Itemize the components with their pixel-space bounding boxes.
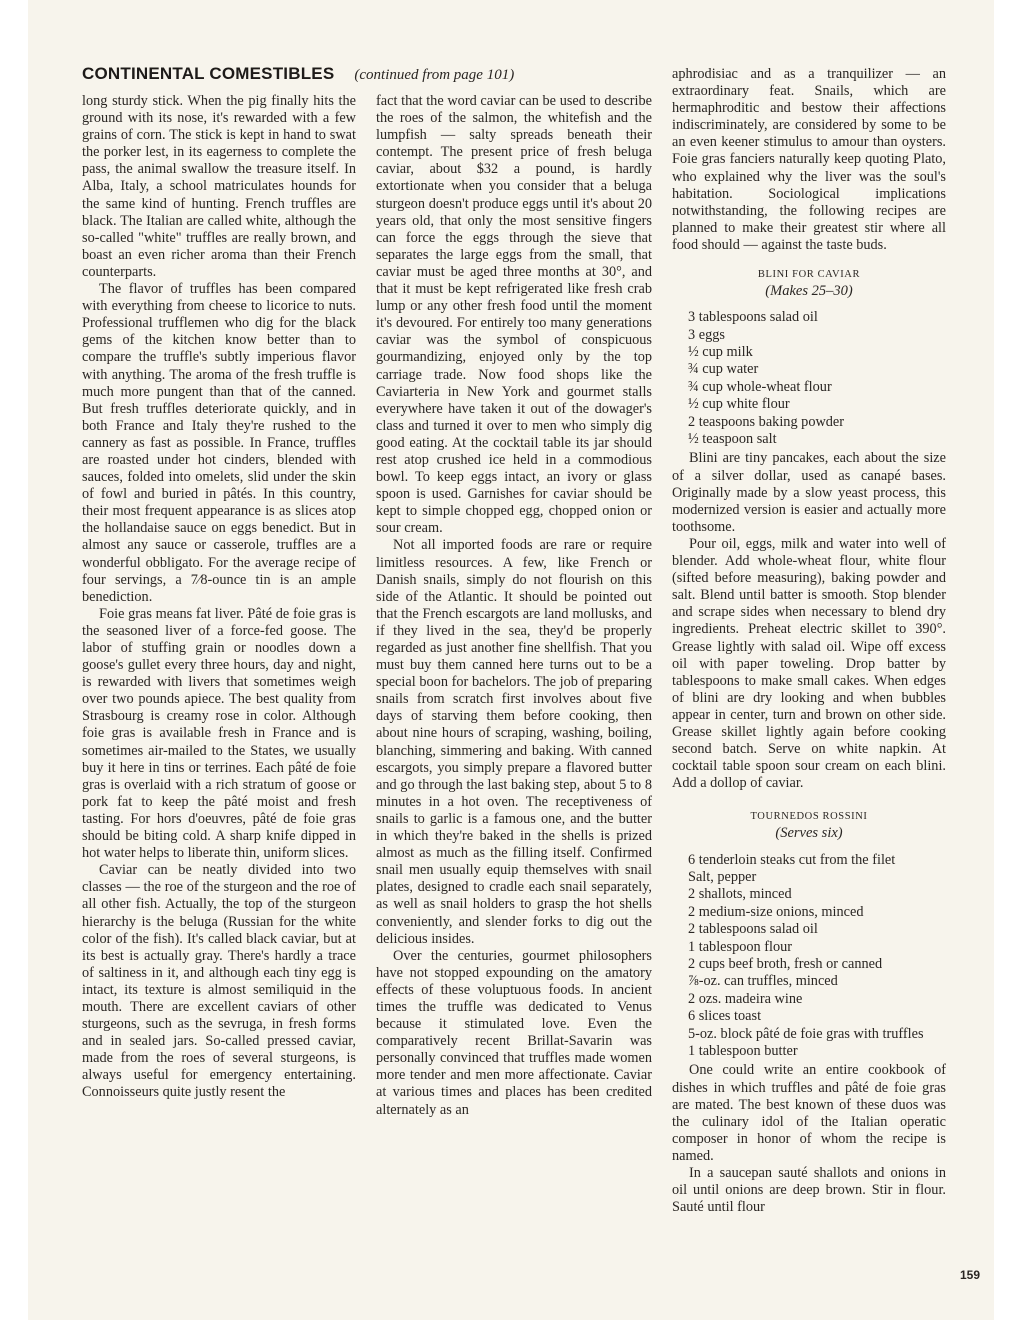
- ingredient-item: ½ cup white flour: [688, 396, 790, 413]
- ingredient-item: 6 tenderloin steaks cut from the filet: [688, 851, 896, 868]
- ingredient-item: 2 medium-size onions, minced: [688, 903, 864, 920]
- paragraph: Foie gras means fat liver. Pâté de foie gras is the seasoned liver of a force-fed goose. The labor of stuffing grain or noodles down a goose's gullet every three hours, day and night, is rewarded with livers that sometimes weigh over two pounds apiece. The best quality from Strasbourg is creamy rose in color. Although foie gras is available fresh in France and is sometimes air-mailed to the States, we usually buy it here in tins or terrines. Each pâté de foie gras is overlaid with a rich stratum of goose or pork fat to keep the pâté moist and fresh tasting. For hors d'oeuvres, pâté de foie gras should be biting cold. A sharp knife dipped in hot water helps to liberate thin, uniform slices.: [82, 605, 356, 862]
- paragraph: Blini are tiny pancakes, each about the size of a silver dollar, used as canapé bases. Originally made by a slow yeast process, this modernized version is easier and actually more toothsome.: [672, 450, 946, 535]
- ingredient-item: 2 shallots, minced: [688, 886, 792, 903]
- article-title: CONTINENTAL COMESTIBLES: [82, 64, 335, 83]
- ingredient-item: 1 tablespoon butter: [688, 1043, 798, 1059]
- paragraph: fact that the word caviar can be used to describe the roes of the salmon, the whitefish and the lumpfish — salty spreads beneath their contempt. The present price of fresh beluga caviar, about $32 a pound, is hardly extortionate when you consider that a beluga sturgeon doesn't produce eggs until it's about 20 years old, that only the most sensitive fingers can force the eggs through the sieve that separates the large eggs from the small, that caviar must be aged three months at 30°, and that it must be kept refrigerated like fresh crab lump or any other fresh food until the moment it's devoured. For entirely too many generations caviar was the symbol of conspicuous gourmandizing, enjoyed only by the top carriage trade. Now food shops like the Caviarteria in New York and gourmet stalls everywhere have taken it out of the dowager's class and turned it over to men who simply dig good eating. At the cocktail table its jar should rest atop crushed ice held in a commodious bowl. To keep eggs intact, an ivory or glass spoon is used. Garnishes for caviar should be kept to simple chopped egg, chopped onion or sour cream.: [376, 93, 652, 537]
- text-column-3: [672, 66, 946, 1216]
- ingredient-item: 3 eggs: [688, 326, 725, 343]
- ingredient-item: Salt, pepper: [688, 868, 757, 885]
- recipe-title-blini: BLINI FOR CAVIAR: [757, 269, 861, 281]
- ingredient-item: ⅞-oz. can truffles, minced: [688, 973, 838, 990]
- continued-note: (continued from page 101): [354, 67, 515, 83]
- recipe-method-blini: [672, 450, 946, 792]
- paragraph: The flavor of truffles has been compared with everything from cheese to licorice to nuts. Professional trufflemen who dig for the black gems of the kitchen know better than to compare the truffle's subtly imperious flavor with anything. The aroma of the fresh truffle is much more pungent than that of the canned. But fresh truffles deteriorate quickly, and in both France and Italy they're rushed to the cannery as fast as possible. In France, truffles are roasted under hot cinders, blended with sauces, folded into omelets, slid under the skin of fowl and buried in pâtés. In this country, their most frequent appearance is as slices atop the hollandaise sauce on eggs benedict. But in almost any sauce or casserole, truffles are a wonderful obbligato. For the average recipe of four servings, a 7⁄8-ounce tin is an ample benediction.: [82, 281, 356, 605]
- ingredient-item: 6 slices toast: [688, 1008, 762, 1025]
- ingredient-item: ½ teaspoon salt: [688, 431, 777, 448]
- ingredient-item: 2 tablespoons salad oil: [688, 921, 818, 938]
- paragraph: Pour oil, eggs, milk and water into well of blender. Add whole-wheat flour, white flour (sifted before measuring), baking powder and salt. Blend until batter is smooth. Stop blender and scrape sides when necessary to blend dry ingredients. Preheat electric skillet to 390°. Grease lightly with salad oil. Wipe off excess oil with paper toweling. Drop batter by tablespoons to make small cakes. When edges of blini are dry looking and when bubbles appear in center, turn and brown on other side. Grease skillet lightly again before cooking second batch. Serve on white napkin. At cocktail table spoon sour cream on each blini. Add a dollop of caviar.: [672, 535, 946, 792]
- ingredient-item: 2 ozs. madeira wine: [688, 990, 803, 1007]
- ingredient-item: 3 tablespoons salad oil: [688, 309, 818, 326]
- paragraph: Caviar can be neatly divided into two classes — the roe of the sturgeon and the roe of all other fish. Actually, the top of the sturgeon hierarchy is the beluga (Russian for the white color of the fish). It's called black caviar, but at its best is actually gray. There's hardly a trace of saltiness in it, and although each tiny egg is intact, its texture is almost semiliquid in the mouth. There are excellent caviars of other sturgeons, such as the sevruga, in fresh forms and in sealed jars. So-called pressed caviar, made from the roes of several sturgeons, is always useful for emergency entertaining. Connoisseurs quite justly resent the: [82, 862, 356, 1101]
- ingredient-item: 5-oz. block pâté de foie gras with truffles: [688, 1025, 924, 1042]
- ingredient-item: ¾ cup whole-wheat flour: [688, 378, 832, 395]
- ingredient-item: 2 cups beef broth, fresh or canned: [688, 955, 883, 972]
- recipe-title-tournedos: TOURNEDOS ROSSINI: [750, 811, 868, 823]
- paragraph: Not all imported foods are rare or require limitless resources. A few, like French or Danish snails, simply do not flourish on this side of the Atlantic. It should be pointed out that the French escargots are land mollusks, and if they lived in the sea, they'd be properly regarded as just another fine shellfish. That you must buy them canned here turns out to be a special boon for bachelors. The job of preparing snails from scratch first involves about five days of starving them before cooking, then about nine hours of scraping, washing, boiling, blanching, simmering and baking. With canned escargots, you simply prepare a flavored butter and go through the last baking step, about 5 to 8 minutes in a hot oven. The receptiveness of snails to garlic is a famous one, and the butter in which they're baked in the shells is prized almost as much as the filling itself. Confirmed snail men usually equip themselves with snail plates, designed to cradle each snail separately, as well as snail holders to grasp the hot shells conveniently, and slender forks to dig out the delicious insides.: [376, 537, 652, 947]
- ingredient-item: ¾ cup water: [688, 361, 759, 378]
- ingredient-item: 1 tablespoon flour: [688, 938, 793, 955]
- article-header: [82, 64, 652, 88]
- paragraph: In a saucepan sauté shallots and onions in oil until onions are deep brown. Stir in flour. Sauté until flour: [672, 1164, 946, 1216]
- ingredient-list-tournedos: [672, 852, 946, 1061]
- ingredient-list-blini: [672, 309, 946, 448]
- text-column-2: [376, 93, 652, 1119]
- recipe-method-tournedos: [672, 1062, 946, 1216]
- recipe-yield-tournedos: (Serves six): [775, 825, 843, 842]
- ingredient-item: ½ cup milk: [688, 344, 753, 361]
- column3-intro: aphrodisiac and as a tranquilizer — an extraordinary feat. Snails, which are hermaphroditic and bestow their affections indiscriminately, are considered by some to be an even keener stimulus to amour than oysters. Foie gras fanciers naturally keep quoting Plato, who explained why the liver was the soul's habitation. Sociological implications notwithstanding, the following recipes are planned to make their greatest stir where all food should — against the taste buds.: [672, 66, 946, 253]
- text-column-1: [82, 93, 356, 1102]
- ingredient-item: 2 teaspoons baking powder: [688, 413, 845, 430]
- recipe-yield-blini: (Makes 25–30): [765, 283, 853, 300]
- page-number: 159: [960, 1268, 981, 1282]
- paragraph: One could write an entire cookbook of dishes in which truffles and pâté de foie gras are mated. The best known of these duos was the culinary idol of the Italian operatic composer in honor of whom the recipe is named.: [672, 1062, 946, 1164]
- paragraph: long sturdy stick. When the pig finally hits the ground with its nose, it's rewarded with a few grains of corn. The stick is kept in hand to swat the porker lest, in its eagerness to complete the pass, the animal swallow the treasure itself. In Alba, Italy, a school matriculates hounds for the same kind of hunting. French truffles are black. The Italian are called white, although the so-called "white" truffles are really brown, and boast an even richer aroma than their French counterparts.: [82, 93, 356, 280]
- paragraph: Over the centuries, gourmet philosophers have not stopped expounding on the amatory effects of these voluptuous foods. In ancient times the truffle was dedicated to Venus because it stimulated love. Even the comparatively recent Brillat-Savarin was personally convinced that truffles made women more tender and men more affectionate. Caviar at various times and places has been credited alternately as an: [376, 947, 652, 1118]
